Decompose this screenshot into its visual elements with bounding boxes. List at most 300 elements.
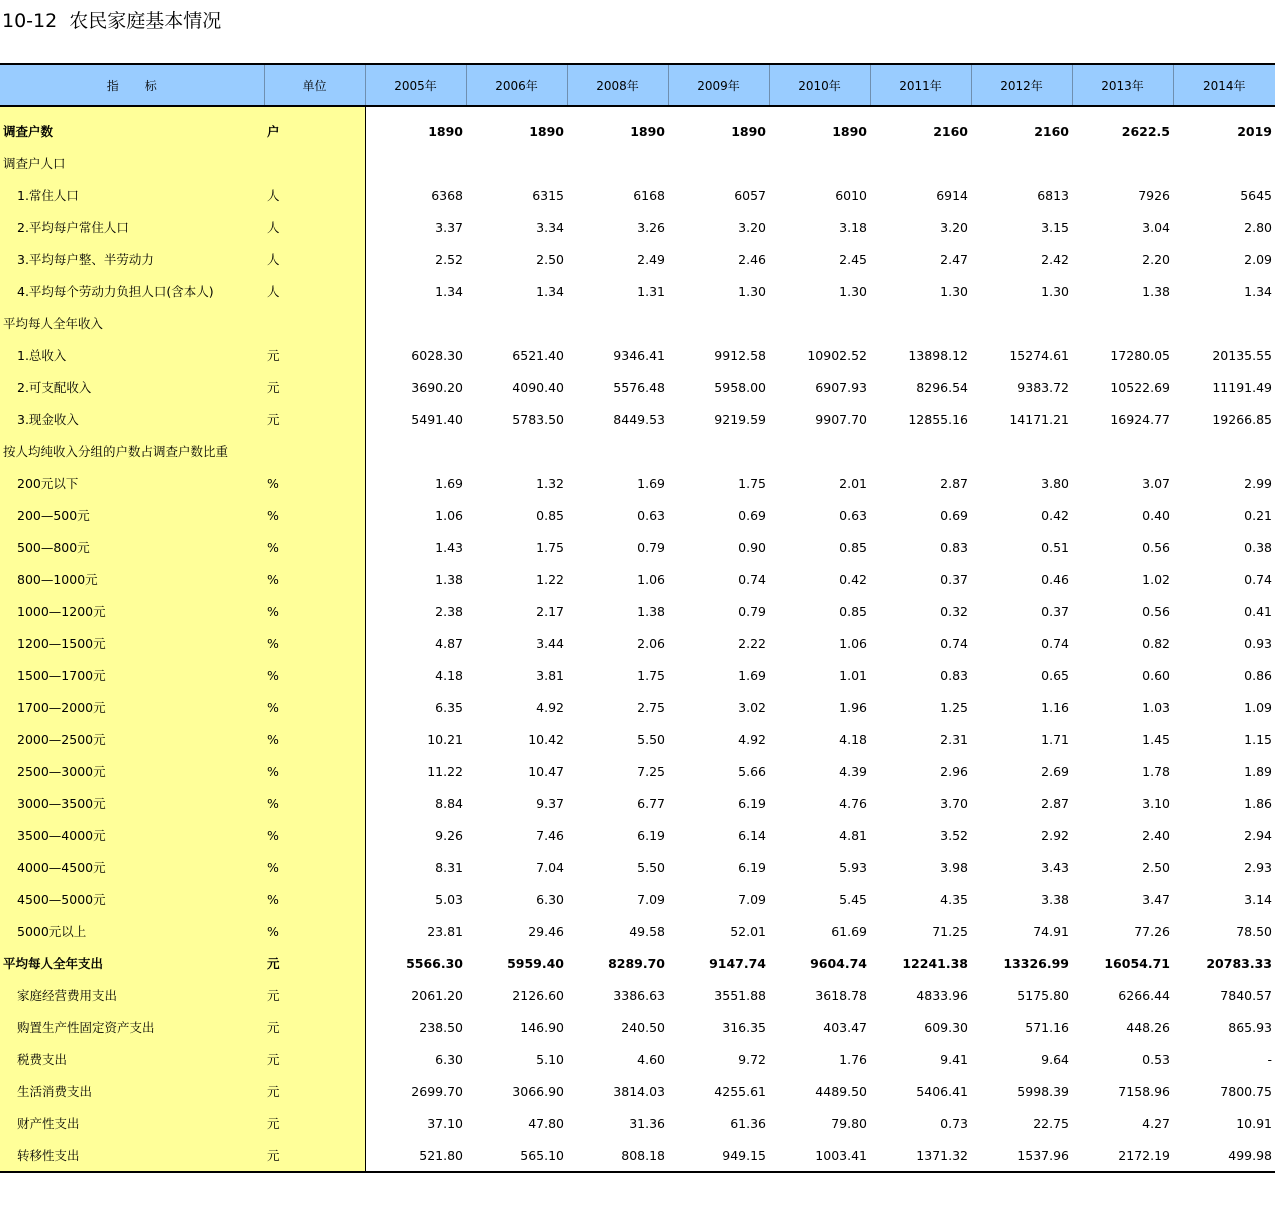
value-cell: 1890 — [428, 123, 463, 139]
value-cell: 78.50 — [1236, 923, 1272, 939]
value-cell: 2.69 — [1041, 763, 1069, 779]
value-cell — [971, 147, 1072, 179]
row-label: 5000元以上 — [0, 915, 264, 947]
value-cell: 5998.39 — [1017, 1083, 1069, 1099]
value-cell: 3.38 — [1041, 891, 1069, 907]
value-cell: 1.15 — [1244, 731, 1272, 747]
value-cell: 3814.03 — [613, 1083, 665, 1099]
value-cell: 29.46 — [528, 923, 564, 939]
value-cell: 6266.44 — [1118, 987, 1170, 1003]
value-cell: 20783.33 — [1206, 955, 1272, 971]
table-row — [0, 531, 1275, 563]
value-cell: 1.06 — [839, 635, 867, 651]
spacer-cell — [365, 106, 1275, 115]
value-cell: 23.81 — [427, 923, 463, 939]
data-table — [0, 63, 1275, 1173]
value-cell: 403.47 — [823, 1019, 867, 1035]
row-label: 按人均纯收入分组的户数占调查户数比重 — [0, 435, 264, 467]
value-cell: 865.93 — [1228, 1019, 1272, 1035]
value-cell: 7.04 — [536, 859, 564, 875]
value-cell: 0.85 — [839, 539, 867, 555]
value-cell: 11191.49 — [1212, 379, 1272, 395]
row-label: 4500—5000元 — [0, 883, 264, 915]
header-year: 2006年 — [466, 64, 567, 106]
value-cell: 11.22 — [427, 763, 463, 779]
value-cell: 1890 — [731, 123, 766, 139]
value-cell: 3.20 — [738, 219, 766, 235]
value-cell: 1.31 — [637, 283, 665, 299]
table-row — [0, 307, 1275, 339]
value-cell: 3.44 — [536, 635, 564, 651]
value-cell: 6028.30 — [411, 347, 463, 363]
value-cell: 0.53 — [1142, 1051, 1170, 1067]
value-cell: 2.52 — [435, 251, 463, 267]
table-row — [0, 275, 1275, 307]
value-cell: 13898.12 — [908, 347, 968, 363]
row-label: 平均每人全年收入 — [0, 307, 264, 339]
value-cell: 3.26 — [637, 219, 665, 235]
value-cell: 0.63 — [839, 507, 867, 523]
table-row — [0, 787, 1275, 819]
value-cell: 1.30 — [940, 283, 968, 299]
value-cell: 9.26 — [435, 827, 463, 843]
value-cell: 1.75 — [637, 667, 665, 683]
value-cell: 22.75 — [1033, 1115, 1069, 1131]
table-row — [0, 1043, 1275, 1075]
value-cell: 0.82 — [1142, 635, 1170, 651]
row-unit: % — [264, 659, 365, 691]
value-cell: 146.90 — [520, 1019, 564, 1035]
value-cell: 1.09 — [1244, 699, 1272, 715]
page-title: 10-12 农民家庭基本情况 — [2, 10, 222, 32]
value-cell: 6315 — [532, 187, 564, 203]
row-unit: % — [264, 531, 365, 563]
value-cell: 0.56 — [1142, 603, 1170, 619]
header-indicator: 指标 — [0, 64, 264, 106]
value-cell: 0.85 — [839, 603, 867, 619]
row-label: 购置生产性固定资产支出 — [0, 1011, 264, 1043]
value-cell: 2.17 — [536, 603, 564, 619]
value-cell: 0.83 — [940, 539, 968, 555]
value-cell: 2.87 — [940, 475, 968, 491]
row-label: 1.常住人口 — [0, 179, 264, 211]
value-cell: 0.32 — [940, 603, 968, 619]
row-label: 2000—2500元 — [0, 723, 264, 755]
value-cell: 9.64 — [1041, 1051, 1069, 1067]
value-cell: 609.30 — [924, 1019, 968, 1035]
value-cell: 1.30 — [839, 283, 867, 299]
row-label: 800—1000元 — [0, 563, 264, 595]
value-cell: 2160 — [1034, 123, 1069, 139]
value-cell: 0.37 — [940, 571, 968, 587]
value-cell: 9346.41 — [613, 347, 665, 363]
row-unit: 元 — [264, 403, 365, 435]
value-cell: 0.69 — [940, 507, 968, 523]
value-cell: 10522.69 — [1110, 379, 1170, 395]
value-cell: - — [1267, 1051, 1272, 1067]
value-cell: 10.91 — [1236, 1115, 1272, 1131]
value-cell: 5783.50 — [512, 411, 564, 427]
row-label: 4.平均每个劳动力负担人口(含本人) — [0, 275, 264, 307]
row-unit: % — [264, 851, 365, 883]
value-cell: 10.42 — [528, 731, 564, 747]
value-cell: 3.47 — [1142, 891, 1170, 907]
value-cell: 1.34 — [435, 283, 463, 299]
table-row — [0, 691, 1275, 723]
value-cell: 565.10 — [466, 1139, 567, 1172]
table-row — [0, 915, 1275, 947]
row-unit: 元 — [264, 1075, 365, 1107]
value-cell: 0.74 — [1244, 571, 1272, 587]
table-row — [0, 115, 1275, 147]
table-row — [0, 1139, 1275, 1172]
value-cell: 3.70 — [940, 795, 968, 811]
value-cell: 8449.53 — [613, 411, 665, 427]
value-cell: 808.18 — [567, 1139, 668, 1172]
table-row — [0, 371, 1275, 403]
value-cell: 1.22 — [536, 571, 564, 587]
value-cell — [567, 435, 668, 467]
value-cell: 0.85 — [536, 507, 564, 523]
value-cell: 3.10 — [1142, 795, 1170, 811]
value-cell: 16054.71 — [1104, 955, 1170, 971]
value-cell: 4.92 — [738, 731, 766, 747]
value-cell — [870, 147, 971, 179]
value-cell: 6168 — [633, 187, 665, 203]
value-cell: 0.42 — [1041, 507, 1069, 523]
value-cell: 2.49 — [637, 251, 665, 267]
row-label: 1700—2000元 — [0, 691, 264, 723]
value-cell: 2.94 — [1244, 827, 1272, 843]
value-cell: 12855.16 — [908, 411, 968, 427]
value-cell: 6.19 — [738, 859, 766, 875]
value-cell: 6.30 — [536, 891, 564, 907]
header-year: 2011年 — [870, 64, 971, 106]
table-row — [0, 435, 1275, 467]
value-cell: 3.04 — [1142, 219, 1170, 235]
value-cell: 3.52 — [940, 827, 968, 843]
value-cell — [1072, 435, 1173, 467]
value-cell — [365, 307, 466, 339]
value-cell: 3.34 — [536, 219, 564, 235]
row-unit: 元 — [264, 1139, 365, 1172]
row-label: 200元以下 — [0, 467, 264, 499]
value-cell: 4.60 — [637, 1051, 665, 1067]
value-cell: 0.83 — [940, 667, 968, 683]
value-cell: 5959.40 — [507, 955, 564, 971]
row-label: 1500—1700元 — [0, 659, 264, 691]
value-cell: 448.26 — [1126, 1019, 1170, 1035]
value-cell — [668, 435, 769, 467]
value-cell: 9.72 — [738, 1051, 766, 1067]
row-label: 生活消费支出 — [0, 1075, 264, 1107]
value-cell: 6.14 — [738, 827, 766, 843]
row-unit — [264, 435, 365, 467]
value-cell: 1.38 — [435, 571, 463, 587]
value-cell: 2.50 — [1142, 859, 1170, 875]
value-cell: 3690.20 — [411, 379, 463, 395]
value-cell — [769, 307, 870, 339]
spacer-cell — [264, 106, 365, 115]
value-cell: 0.37 — [1041, 603, 1069, 619]
value-cell: 4.27 — [1142, 1115, 1170, 1131]
table-row — [0, 467, 1275, 499]
value-cell: 2.22 — [738, 635, 766, 651]
row-label: 3500—4000元 — [0, 819, 264, 851]
value-cell: 77.26 — [1134, 923, 1170, 939]
value-cell: 6914 — [936, 187, 968, 203]
row-unit: % — [264, 723, 365, 755]
value-cell: 1.34 — [536, 283, 564, 299]
value-cell: 7.09 — [738, 891, 766, 907]
value-cell: 3618.78 — [815, 987, 867, 1003]
value-cell: 949.15 — [668, 1139, 769, 1172]
table-row — [0, 979, 1275, 1011]
value-cell: 2.42 — [1041, 251, 1069, 267]
value-cell: 1.96 — [839, 699, 867, 715]
value-cell: 9907.70 — [815, 411, 867, 427]
value-cell: 1890 — [832, 123, 867, 139]
row-unit: % — [264, 595, 365, 627]
value-cell: 5.03 — [435, 891, 463, 907]
spacer-cell — [0, 106, 264, 115]
row-unit — [264, 307, 365, 339]
value-cell: 5175.80 — [1017, 987, 1069, 1003]
row-unit: 元 — [264, 371, 365, 403]
table-row — [0, 1075, 1275, 1107]
value-cell: 2172.19 — [1072, 1139, 1173, 1172]
value-cell: 1.01 — [839, 667, 867, 683]
value-cell: 20135.55 — [1212, 347, 1272, 363]
value-cell: 3.18 — [839, 219, 867, 235]
value-cell: 1.43 — [435, 539, 463, 555]
value-cell: 0.42 — [839, 571, 867, 587]
value-cell: 3.80 — [1041, 475, 1069, 491]
value-cell: 1.78 — [1142, 763, 1170, 779]
value-cell: 16924.77 — [1110, 411, 1170, 427]
value-cell: 2622.5 — [1121, 123, 1170, 139]
value-cell: 2699.70 — [411, 1083, 463, 1099]
table-row — [0, 595, 1275, 627]
value-cell: 0.74 — [738, 571, 766, 587]
row-label: 500—800元 — [0, 531, 264, 563]
value-cell — [1173, 307, 1275, 339]
value-cell: 2160 — [933, 123, 968, 139]
value-cell: 49.58 — [629, 923, 665, 939]
value-cell: 6010 — [835, 187, 867, 203]
row-unit: % — [264, 563, 365, 595]
value-cell: 10.21 — [427, 731, 463, 747]
value-cell: 7158.96 — [1118, 1083, 1170, 1099]
row-label: 3000—3500元 — [0, 787, 264, 819]
value-cell: 0.74 — [1041, 635, 1069, 651]
value-cell — [1072, 307, 1173, 339]
value-cell: 1.38 — [1142, 283, 1170, 299]
value-cell — [567, 307, 668, 339]
value-cell: 17280.05 — [1110, 347, 1170, 363]
value-cell: 37.10 — [427, 1115, 463, 1131]
value-cell: 8.84 — [435, 795, 463, 811]
table-row — [0, 1107, 1275, 1139]
value-cell: 4.35 — [940, 891, 968, 907]
value-cell — [567, 147, 668, 179]
value-cell: 9912.58 — [714, 347, 766, 363]
value-cell: 7840.57 — [1220, 987, 1272, 1003]
value-cell: 1.38 — [637, 603, 665, 619]
value-cell: 3066.90 — [512, 1083, 564, 1099]
value-cell: 9.41 — [940, 1051, 968, 1067]
value-cell: 10.47 — [528, 763, 564, 779]
row-label: 4000—4500元 — [0, 851, 264, 883]
value-cell: 1.30 — [738, 283, 766, 299]
row-unit: 人 — [264, 243, 365, 275]
row-unit: % — [264, 787, 365, 819]
table-row — [0, 947, 1275, 979]
row-unit: 元 — [264, 339, 365, 371]
value-cell — [769, 435, 870, 467]
value-cell: 1.30 — [1041, 283, 1069, 299]
row-label: 3.现金收入 — [0, 403, 264, 435]
value-cell: 4090.40 — [512, 379, 564, 395]
value-cell — [971, 435, 1072, 467]
value-cell: 4489.50 — [815, 1083, 867, 1099]
value-cell: 1.69 — [435, 475, 463, 491]
value-cell: 5.66 — [738, 763, 766, 779]
value-cell: 3.14 — [1244, 891, 1272, 907]
value-cell: 1.71 — [1041, 731, 1069, 747]
value-cell: 1.76 — [839, 1051, 867, 1067]
value-cell: 238.50 — [419, 1019, 463, 1035]
value-cell: 3.98 — [940, 859, 968, 875]
value-cell — [365, 435, 466, 467]
value-cell: 74.91 — [1033, 923, 1069, 939]
value-cell: 499.98 — [1173, 1139, 1275, 1172]
value-cell: 2.38 — [435, 603, 463, 619]
row-label: 200—500元 — [0, 499, 264, 531]
row-unit: 人 — [264, 275, 365, 307]
row-unit — [264, 147, 365, 179]
table-row — [0, 563, 1275, 595]
value-cell: 3386.63 — [613, 987, 665, 1003]
row-label: 家庭经营费用支出 — [0, 979, 264, 1011]
value-cell: 1.69 — [738, 667, 766, 683]
value-cell: 6.19 — [738, 795, 766, 811]
value-cell: 1003.41 — [769, 1139, 870, 1172]
value-cell: 1.25 — [940, 699, 968, 715]
value-cell — [971, 307, 1072, 339]
value-cell: 571.16 — [1025, 1019, 1069, 1035]
value-cell: 6.35 — [435, 699, 463, 715]
value-cell: 1.75 — [738, 475, 766, 491]
value-cell: 1.06 — [637, 571, 665, 587]
value-cell: 0.38 — [1244, 539, 1272, 555]
value-cell: 13326.99 — [1003, 955, 1069, 971]
value-cell: 2061.20 — [411, 987, 463, 1003]
value-cell: 7.46 — [536, 827, 564, 843]
value-cell: 2.09 — [1244, 251, 1272, 267]
row-unit: % — [264, 627, 365, 659]
value-cell: 8.31 — [435, 859, 463, 875]
value-cell: 2.45 — [839, 251, 867, 267]
value-cell: 2.47 — [940, 251, 968, 267]
value-cell: 0.86 — [1244, 667, 1272, 683]
value-cell: 1.02 — [1142, 571, 1170, 587]
row-unit: % — [264, 467, 365, 499]
value-cell: 0.63 — [637, 507, 665, 523]
value-cell: 1.34 — [1244, 283, 1272, 299]
value-cell: 0.74 — [940, 635, 968, 651]
value-cell: 3.15 — [1041, 219, 1069, 235]
row-label: 税费支出 — [0, 1043, 264, 1075]
value-cell: 6.77 — [637, 795, 665, 811]
row-label: 2.可支配收入 — [0, 371, 264, 403]
value-cell: 1537.96 — [971, 1139, 1072, 1172]
value-cell: 2.93 — [1244, 859, 1272, 875]
row-unit: % — [264, 883, 365, 915]
value-cell: 0.69 — [738, 507, 766, 523]
row-label: 转移性支出 — [0, 1139, 264, 1172]
spacer-row — [0, 106, 1275, 115]
value-cell: 0.79 — [738, 603, 766, 619]
value-cell: 2.40 — [1142, 827, 1170, 843]
header-year: 2008年 — [567, 64, 668, 106]
value-cell: 4.18 — [839, 731, 867, 747]
header-year: 2005年 — [365, 64, 466, 106]
value-cell: 6057 — [734, 187, 766, 203]
row-label: 3.平均每户整、半劳动力 — [0, 243, 264, 275]
header-row — [0, 64, 1275, 106]
value-cell: 15274.61 — [1009, 347, 1069, 363]
row-label: 平均每人全年支出 — [0, 947, 264, 979]
value-cell: 9383.72 — [1017, 379, 1069, 395]
table-body — [0, 106, 1275, 1172]
value-cell: 0.56 — [1142, 539, 1170, 555]
value-cell: 1.03 — [1142, 699, 1170, 715]
value-cell: 0.79 — [637, 539, 665, 555]
value-cell: 4.76 — [839, 795, 867, 811]
value-cell: 7.09 — [637, 891, 665, 907]
value-cell: 5566.30 — [406, 955, 463, 971]
table-row — [0, 243, 1275, 275]
row-unit: 人 — [264, 211, 365, 243]
value-cell: 0.60 — [1142, 667, 1170, 683]
value-cell: 4833.96 — [916, 987, 968, 1003]
value-cell: 0.41 — [1244, 603, 1272, 619]
value-cell: 5.45 — [839, 891, 867, 907]
value-cell: 9.37 — [536, 795, 564, 811]
value-cell: 1371.32 — [870, 1139, 971, 1172]
value-cell: 79.80 — [831, 1115, 867, 1131]
value-cell: 2.50 — [536, 251, 564, 267]
value-cell — [870, 307, 971, 339]
value-cell: 71.25 — [932, 923, 968, 939]
value-cell: 47.80 — [528, 1115, 564, 1131]
table-row — [0, 659, 1275, 691]
table-row — [0, 179, 1275, 211]
value-cell: 0.73 — [940, 1115, 968, 1131]
value-cell: 3.02 — [738, 699, 766, 715]
table-row — [0, 147, 1275, 179]
value-cell: 1.06 — [435, 507, 463, 523]
value-cell: 4.81 — [839, 827, 867, 843]
header-year: 2013年 — [1072, 64, 1173, 106]
value-cell: 5645 — [1240, 187, 1272, 203]
value-cell: 6368 — [431, 187, 463, 203]
value-cell: 3.81 — [536, 667, 564, 683]
value-cell: 5958.00 — [714, 379, 766, 395]
row-unit: 元 — [264, 1043, 365, 1075]
value-cell: 2.31 — [940, 731, 968, 747]
